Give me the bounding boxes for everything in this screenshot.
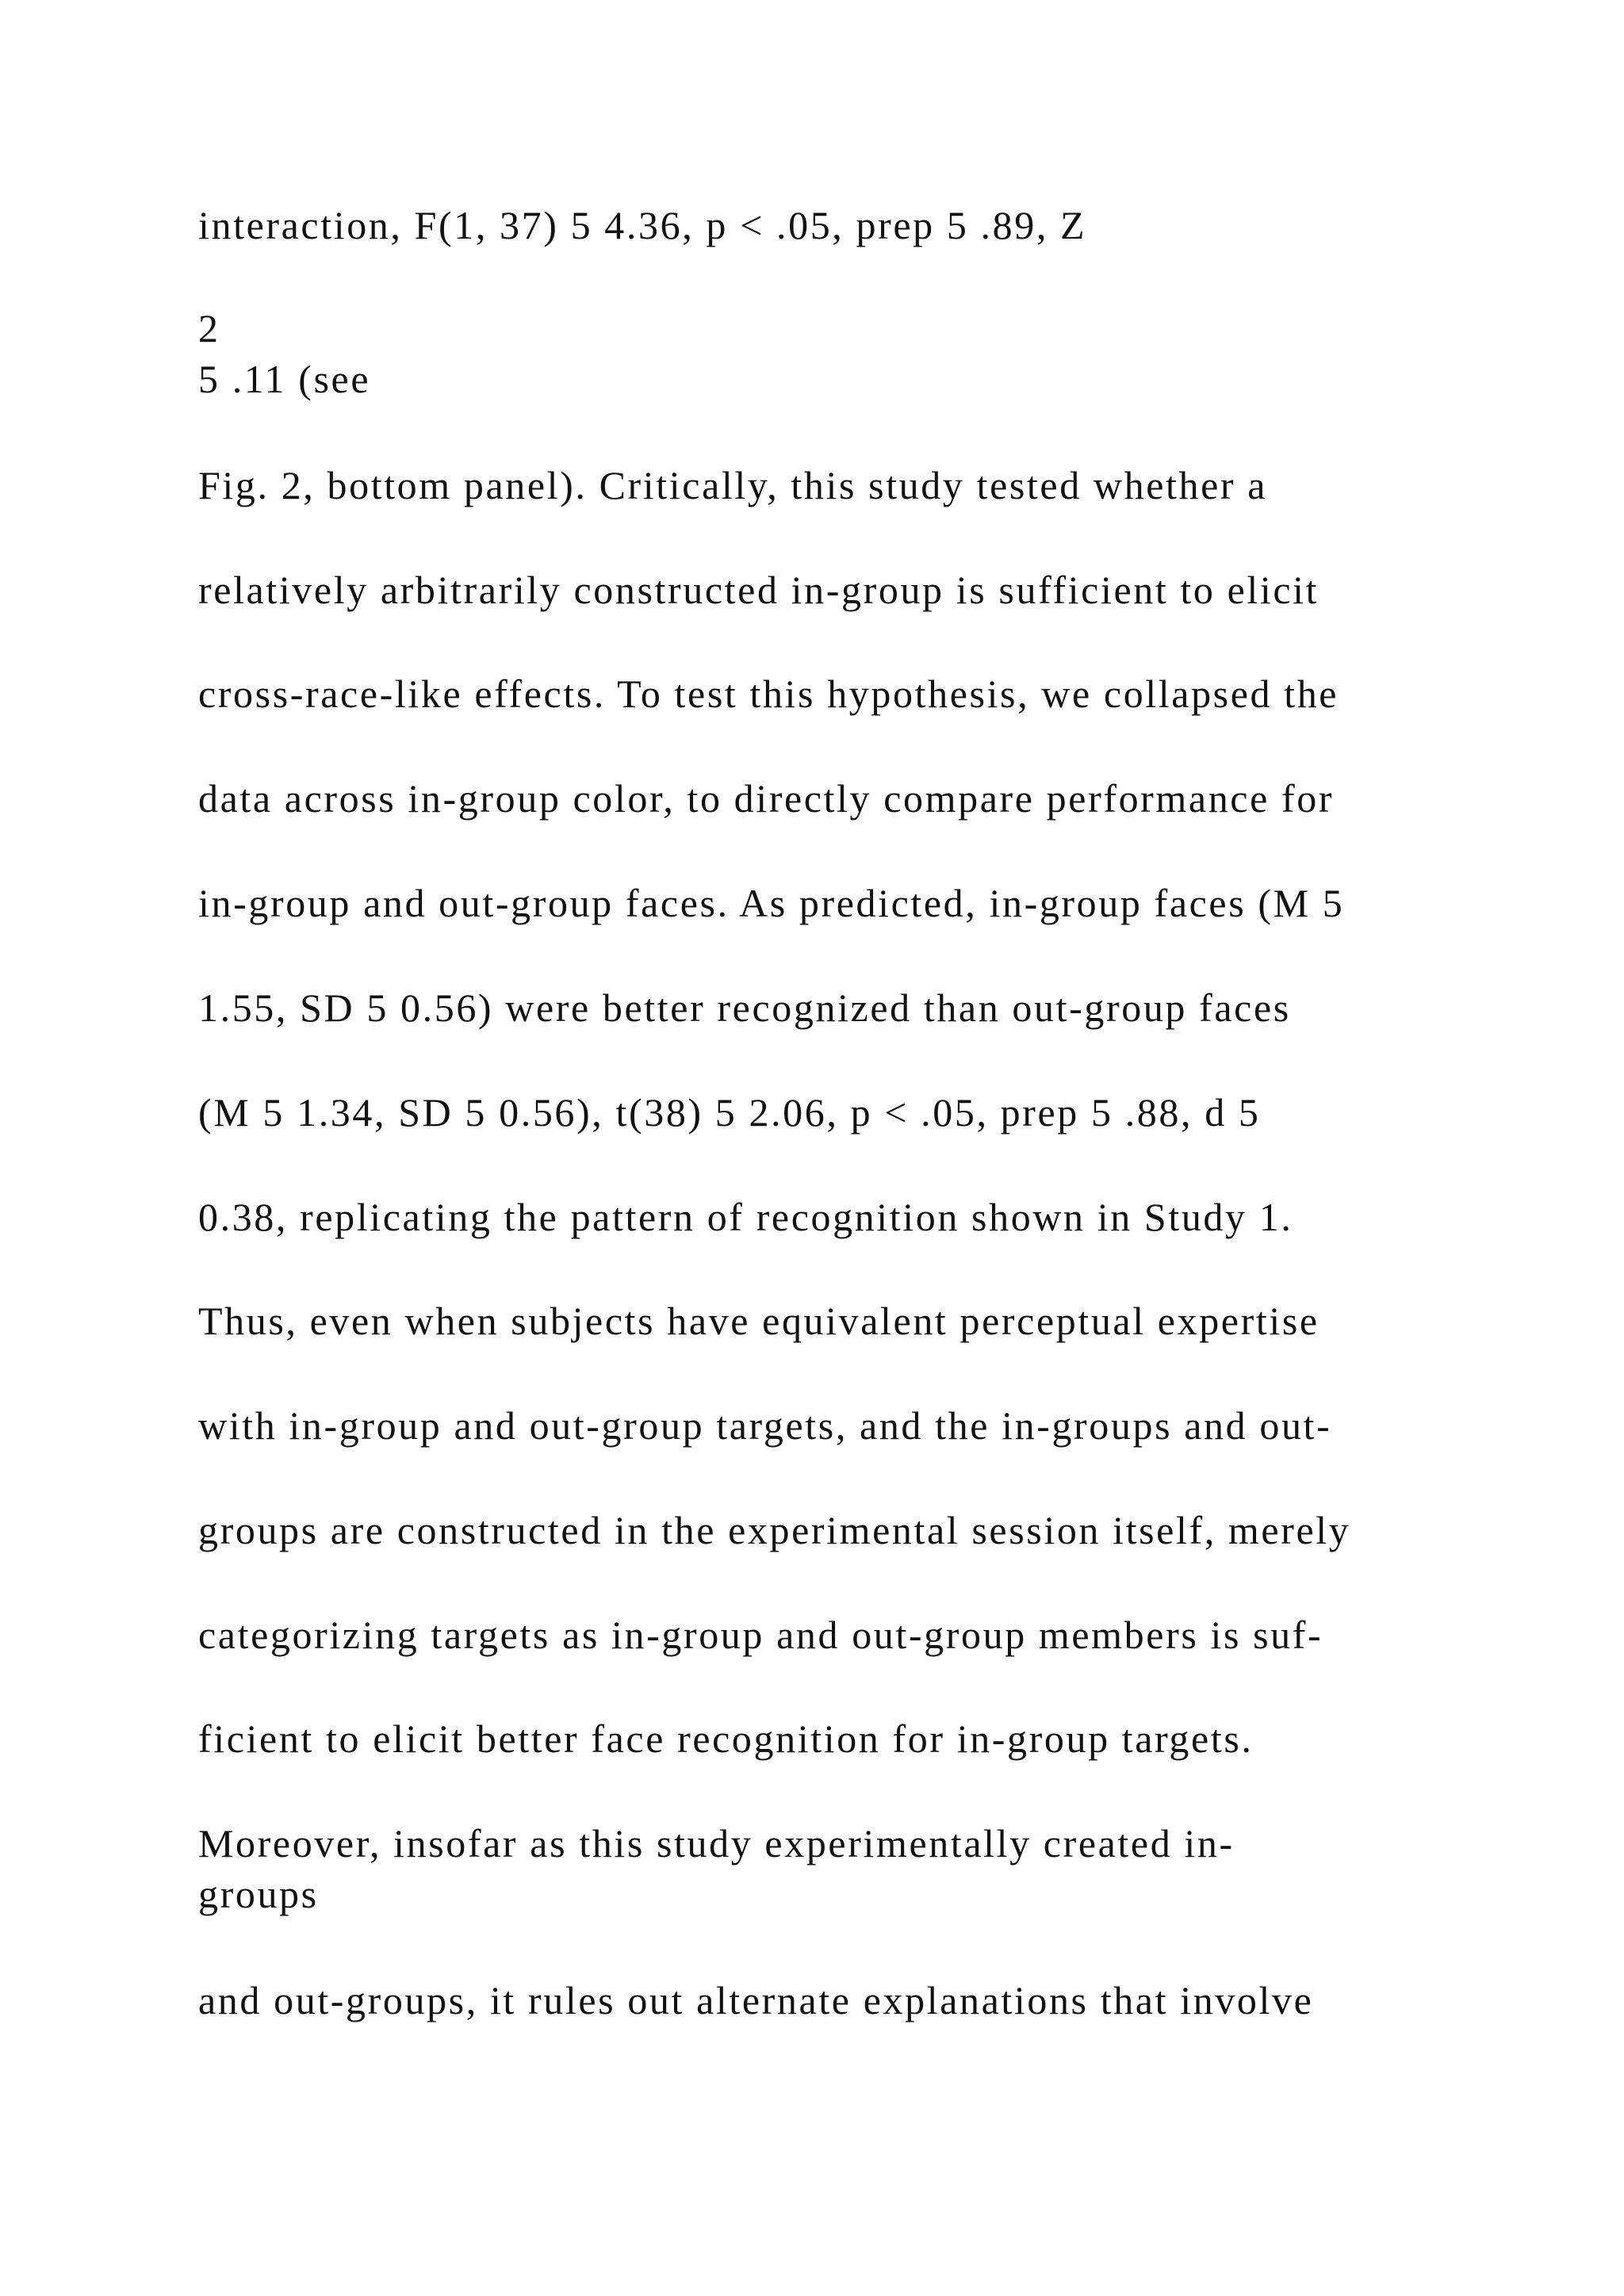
text-line: ficient to elicit better face recognition for in-group targets. (198, 1716, 1254, 1761)
text-line: 0.38, replicating the pattern of recognition shown in Study 1. (198, 1195, 1293, 1239)
text-line: relatively arbitrarily constructed in-group is sufficient to elicit (198, 568, 1320, 612)
text-line: groups (198, 1872, 319, 1916)
text-line: 1.55, SD 5 0.56) were better recognized than out-group faces (198, 985, 1291, 1030)
text-line: data across in-group color, to directly compare performance for (198, 776, 1335, 821)
text-line: Thus, even when subjects have equivalent perceptual expertise (198, 1299, 1320, 1343)
text-line: categorizing targets as in-group and out-group members is suf- (198, 1613, 1323, 1657)
text-line: (M 5 1.34, SD 5 0.56), t(38) 5 2.06, p < .05, prep 5 .88, d 5 (198, 1090, 1261, 1135)
text-line: with in-group and out-group targets, and the in-groups and out- (198, 1403, 1332, 1448)
text-line: Moreover, insofar as this study experimentally created in- (198, 1821, 1235, 1866)
text-line: 5 .11 (see (198, 357, 371, 401)
text-line: and out-groups, it rules out alternate explanations that involve (198, 1978, 1314, 2022)
text-line: Fig. 2, bottom panel). Critically, this study tested whether a (198, 463, 1268, 507)
text-line: groups are constructed in the experimental session itself, merely (198, 1508, 1351, 1552)
text-line: 2 (198, 306, 220, 350)
text-line: in-group and out-group faces. As predicted, in-group faces (M 5 (198, 881, 1345, 925)
text-line: cross-race-like effects. To test this hypothesis, we collapsed the (198, 672, 1339, 716)
text-line: interaction, F(1, 37) 5 4.36, p < .05, prep 5 .89, Z (198, 203, 1087, 247)
